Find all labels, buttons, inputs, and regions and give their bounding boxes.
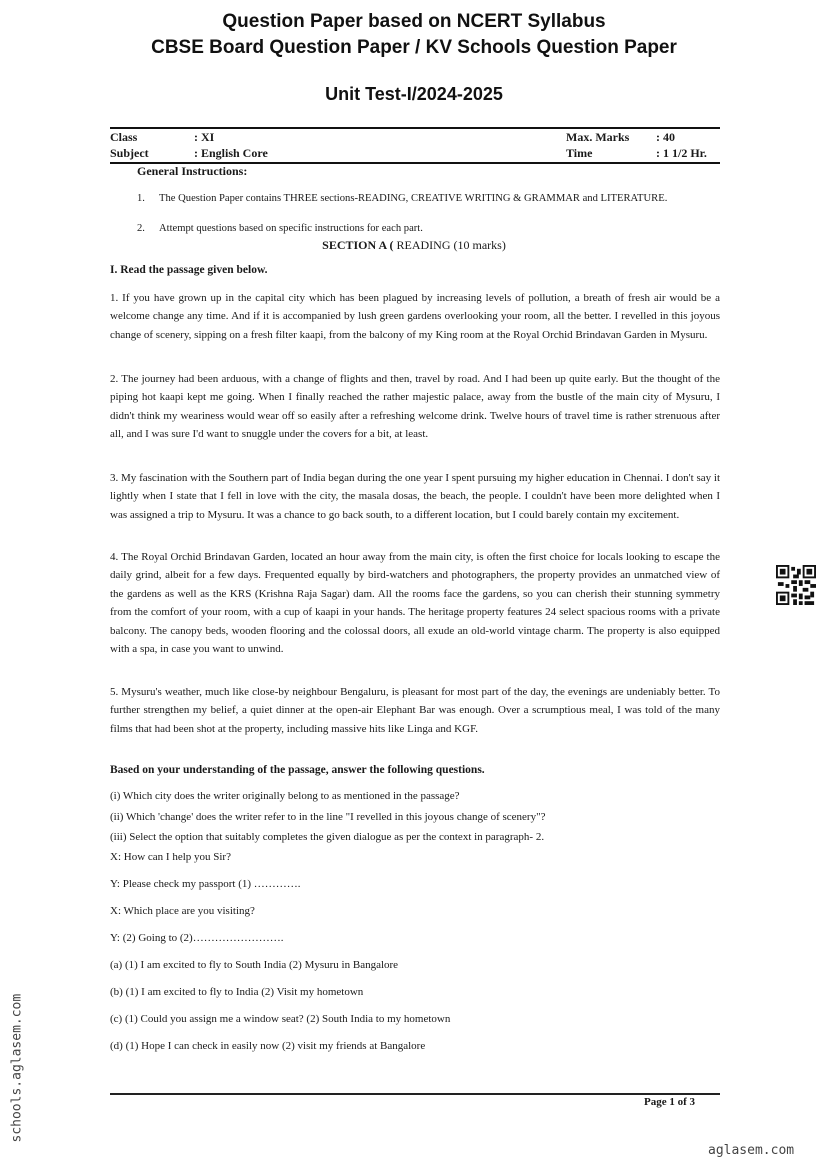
max-marks-label: Max. Marks (566, 130, 630, 144)
passage-paragraph-4: 4. The Royal Orchid Brindavan Garden, located an hour away from the main city, is often the first choice for locals looking to escape the daily grind, albeit for a few days. Frequented equally by bird-watchers and photographers, the property provides an unmatched view of the gardens as well as the KRS (Krishna Raja Sagar) dam. All the rooms face the gardens, so you can cherish their stunning symmetry from the comfort of your room, with a cup of kaapi in your hands. The heritage property features 24 select spacious rooms with a private balcony. The canopy beds, wooden flooring and the colossal doors, all exude an old-world vintage charm. The property is also equipped with a spa, in case you want to unwind. (110, 551, 720, 656)
exam-title: Unit Test-I/2024-2025 (325, 84, 503, 104)
option-d: (d) (1) Hope I can check in easily now (2) visit my friends at Bangalore (110, 1040, 426, 1052)
instruction-number: 2. (137, 223, 145, 234)
page-number: Page 1 of 3 (644, 1096, 696, 1108)
instruction-item (137, 222, 697, 238)
passage-paragraph-2: 2. The journey had been arduous, with a change of flights and then, travel by road. And I had been up quite early. But the thought of the piping hot kaapi kept me going. When I finally reached the rather majestic palace, away from the bustle of the main city of Mysuru, I didn't think my weariness would wear off so easily after a refreshing welcome drink. Twelve hours of travel time is rather strenuous after all, and I was sure I'd want to snuggle under the covers for a bit, at least. (110, 373, 720, 441)
passage-paragraph-1: 1. If you have grown up in the capital city which has been plagued by increasing levels of pollution, a breath of fresh air would be a welcome change any time. And if it is accompanied by lush green gardens overlooking your room, all the better. I revelled in this joyous change of scenery, sipping on a fresh filter kaapi, from the balcony of my King room at the Royal Orchid Brindavan Garden in Mysuru. (110, 292, 720, 341)
question-i: (i) Which city does the writer originally belong to as mentioned in the passage? (110, 790, 460, 802)
exam-meta-box (110, 127, 720, 164)
dialogue-line: X: How can I help you Sir? (110, 851, 231, 863)
reading-heading: I. Read the passage given below. (110, 264, 268, 276)
questions-heading: Based on your understanding of the passage, answer the following questions. (110, 764, 485, 776)
max-marks-value: : 40 (656, 130, 675, 144)
question-ii: (ii) Which 'change' does the writer refer to in the line "I revelled in this joyous change of scenery"? (110, 811, 546, 823)
subject-value: : English Core (194, 146, 268, 160)
option-b: (b) (1) I am excited to fly to India (2) Visit my hometown (110, 986, 364, 998)
instruction-text: The Question Paper contains THREE sections-READING, CREATIVE WRITING & GRAMMAR and LITERATURE. (159, 193, 668, 204)
subject-label: Subject (110, 146, 149, 160)
dialogue-line: Y: (2) Going to (2)……………………. (110, 932, 284, 944)
qr-code-icon[interactable] (776, 565, 816, 605)
option-a: (a) (1) I am excited to fly to South India (2) Mysuru in Bangalore (110, 959, 399, 971)
question-iii: (iii) Select the option that suitably completes the given dialogue as per the context in paragraph- 2. (110, 831, 545, 843)
section-a-subtitle: READING (10 marks) (396, 238, 506, 252)
passage-paragraph-5: 5. Mysuru's weather, much like close-by neighbour Bengaluru, is pleasant for most part of the day, the evenings are undeniably better. To further strengthen my belief, a quiet dinner at the open-air Elephant Bar was enough. Over a scrumptious meal, I was told of the many films that had been shot at the property, including massive hits like Linga and KGF. (110, 686, 720, 735)
footer-divider (110, 1093, 720, 1095)
side-watermark: schools.aglasem.com (9, 993, 25, 1143)
class-value: : XI (194, 130, 215, 144)
time-label: Time (566, 146, 593, 160)
time-value: : 1 1/2 Hr. (656, 146, 707, 160)
section-a-title: SECTION A ( (322, 238, 394, 252)
instruction-number: 1. (137, 193, 145, 204)
header-title-line2: CBSE Board Question Paper / KV Schools Question Paper (151, 37, 677, 58)
section-a-heading (0, 238, 828, 253)
footer-watermark: aglasem.com (708, 1143, 795, 1158)
instruction-item (137, 192, 697, 222)
option-c: (c) (1) Could you assign me a window seat? (2) South India to my hometown (110, 1013, 451, 1025)
dialogue-line: X: Which place are you visiting? (110, 905, 255, 917)
general-instructions-title: General Instructions: (137, 164, 248, 178)
passage-paragraph-3: 3. My fascination with the Southern part of India began during the one year I spent pursuing my higher education in Chennai. I don't say it lightly when I state that I fell in love with the city, the masala dosas, the beach, the people. I couldn't have been more delighted when I was assigned a trip to Mysuru. It was a chance to go back south, to a different location, but I could barely contain my excitement. (110, 472, 720, 521)
header-title-line1: Question Paper based on NCERT Syllabus (222, 11, 606, 32)
class-label: Class (110, 130, 138, 144)
instruction-text: Attempt questions based on specific instructions for each part. (159, 223, 423, 234)
dialogue-line: Y: Please check my passport (1) …………. (110, 878, 301, 890)
